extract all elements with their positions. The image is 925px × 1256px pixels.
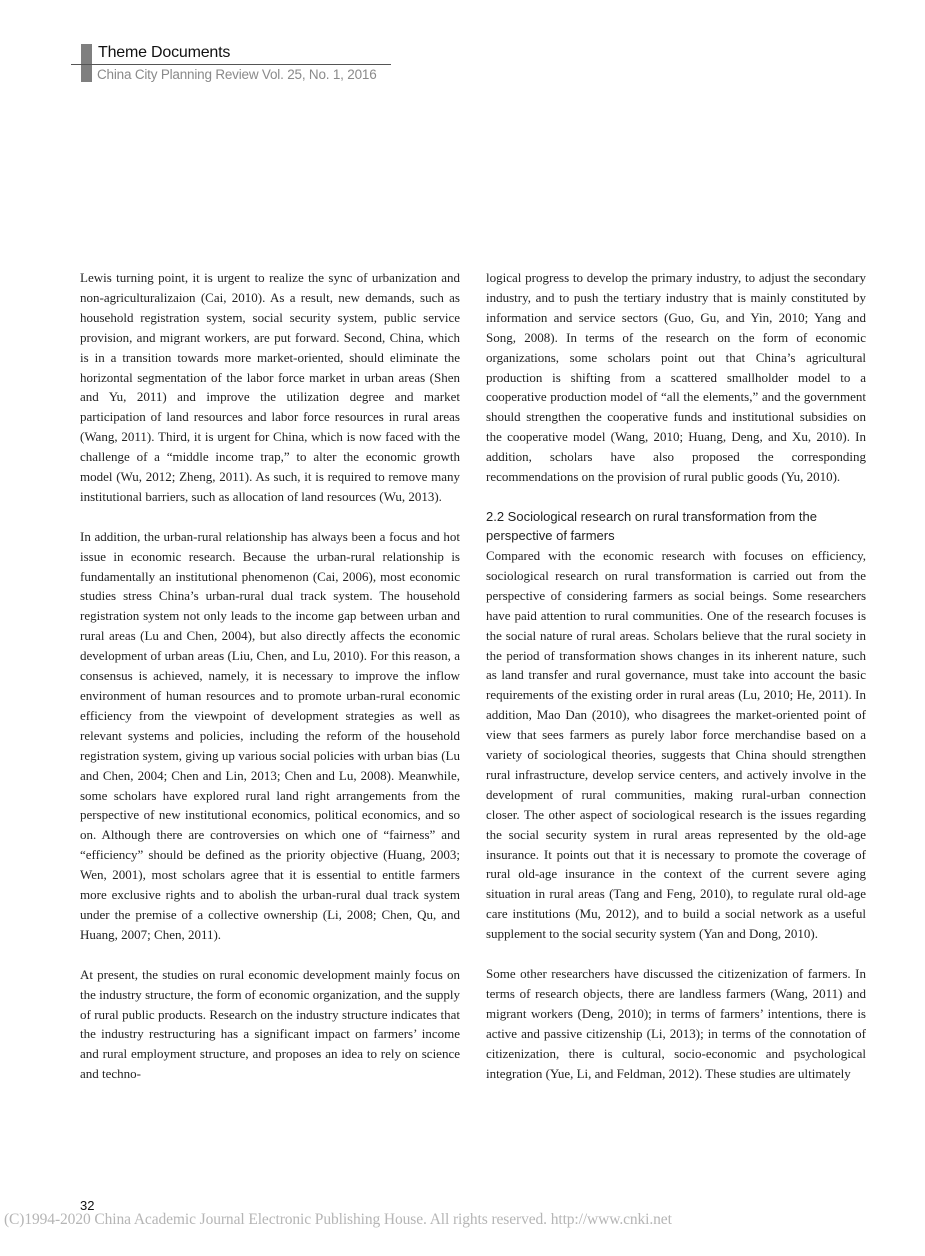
section-subheading: 2.2 Sociological research on rural transformation from the perspective of farmers <box>486 508 817 543</box>
left-column <box>80 268 460 1084</box>
right-column <box>486 268 866 1083</box>
copyright-notice: (C)1994-2020 China Academic Journal Electronic Publishing House. All rights reserved. http://www.cnki.net <box>4 1211 672 1228</box>
header-bar <box>81 44 92 82</box>
journal-citation: China City Planning Review Vol. 25, No. 1, 2016 <box>97 67 377 82</box>
paragraph: Compared with the economic research with focuses on efficiency, sociological research on rural transformation is carried out from the perspective of considering farmers as social beings. Some researchers have paid attention to rural communities. One of the research focuses is the social nature of rural areas. Scholars believe that the rural society in the period of transformation shows changes in its inherent nature, such as land transfer and rural governance, must take into account the basic requirements of the existing order in rural areas (Lu, 2010; He, 2011). In addition, Mao Dan (2010), who disagrees the market-oriented point of view that sees farmers as purely labor force merchandise based on a variety of sociological theories, suggests that China should strengthen rural infrastructure, develop service centers, and actively involve in the development of rural communities, making rural-urban connection closer. The other aspect of sociological research is the issues regarding the social security system in rural areas represented by the old-age insurance. It points out that it is necessary to promote the coverage of rural old-age insurance in the context of the current severe aging situation in rural areas (Tang and Feng, 2010), to regulate rural old-age care institutions (Mu, 2012), and to build a social network as a useful supplement to the social security system (Yan and Dong, 2010). <box>486 547 866 942</box>
paragraph: Some other researchers have discussed the citizenization of farmers. In terms of research objects, there are landless farmers (Wang, 2011) and migrant workers (Deng, 2010); in terms of farmers’ intentions, there is active and passive citizenship (Li, 2013); in terms of the connotation of citizenization, there is cultural, socio-economic and psychological integration (Yue, Li, and Feldman, 2012). These studies are ultimately <box>486 965 866 1081</box>
section-title: Theme Documents <box>98 44 231 61</box>
paragraph: At present, the studies on rural economic development mainly focus on the industry structure, the form of economic organization, and the supply of rural public products. Research on the industry structure indicates that the industry restructuring has a significant impact on farmers’ income and rural employment structure, and proposes an idea to rely on science and techno- <box>80 966 460 1082</box>
paragraph: In addition, the urban-rural relationship has always been a focus and hot issue in economic research. Because the urban-rural relationship is fundamentally an institutional phenomenon (Cai, 2006), most economic studies stress China’s urban-rural dual track system. The household registration system not only leads to the income gap between urban and rural areas (Lu and Chen, 2004), but also directly affects the economic development of urban areas (Liu, Chen, and Lu, 2010). For this reason, a consensus is achieved, namely, it is necessary to improve the inflow environment of human resources and to promote urban-rural economic efficiency from the viewpoint of development strategies as well as relevant systems and policies, including the reform of the household registration system, giving up various social policies with urban bias (Lu and Chen, 2004; Chen and Lin, 2013; Chen and Lu, 2008). Meanwhile, some scholars have explored rural land right arrangements from the perspective of new institutional economics, political economics, and so on. Although there are controversies on which one of “fairness” and “efficiency” should be defined as the priority objective (Huang, 2003; Wen, 2001), most scholars agree that it is essential to entitle farmers more exclusive rights and to abolish the urban-rural dual track system under the premise of a collective ownership (Li, 2008; Chen, Qu, and Huang, 2007; Chen, 2011). <box>80 528 460 942</box>
header-rule <box>71 64 391 65</box>
paragraph: Lewis turning point, it is urgent to realize the sync of urbanization and non-agriculturalizaion (Cai, 2010). As a result, new demands, such as household registration system, social security system, public service provision, and migrant workers, are put forward. Second, China, which is in a transition towards more market-oriented, should eliminate the horizontal segmentation of the labor force market in urban areas (Shen and Yu, 2011) and improve the utilization degree and market participation of land resources and labor force resources in rural areas (Wang, 2011). Third, it is urgent for China, which is now faced with the challenge of a “middle income trap,” to alter the economic growth model (Wu, 2012; Zheng, 2011). As such, it is required to remove many institutional barriers, such as allocation of land resources (Wu, 2013). <box>80 270 460 504</box>
paragraph: logical progress to develop the primary industry, to adjust the secondary industry, and to push the tertiary industry that is mainly constituted by information and service sectors (Guo, Gu, and Yin, 2010; Yang and Song, 2008). In terms of the research on the form of economic organizations, some scholars point out that China’s agricultural production is shifting from a scattered smallholder model to a cooperative production model of “all the elements,” and the government should strengthen the cooperative funds and institutional subsidies on the cooperative model (Wang, 2010; Huang, Deng, and Xu, 2010). In addition, scholars have also proposed the corresponding recommendations on the provision of rural public goods (Yu, 2010). <box>486 270 866 485</box>
page-number: 32 <box>80 1198 95 1213</box>
